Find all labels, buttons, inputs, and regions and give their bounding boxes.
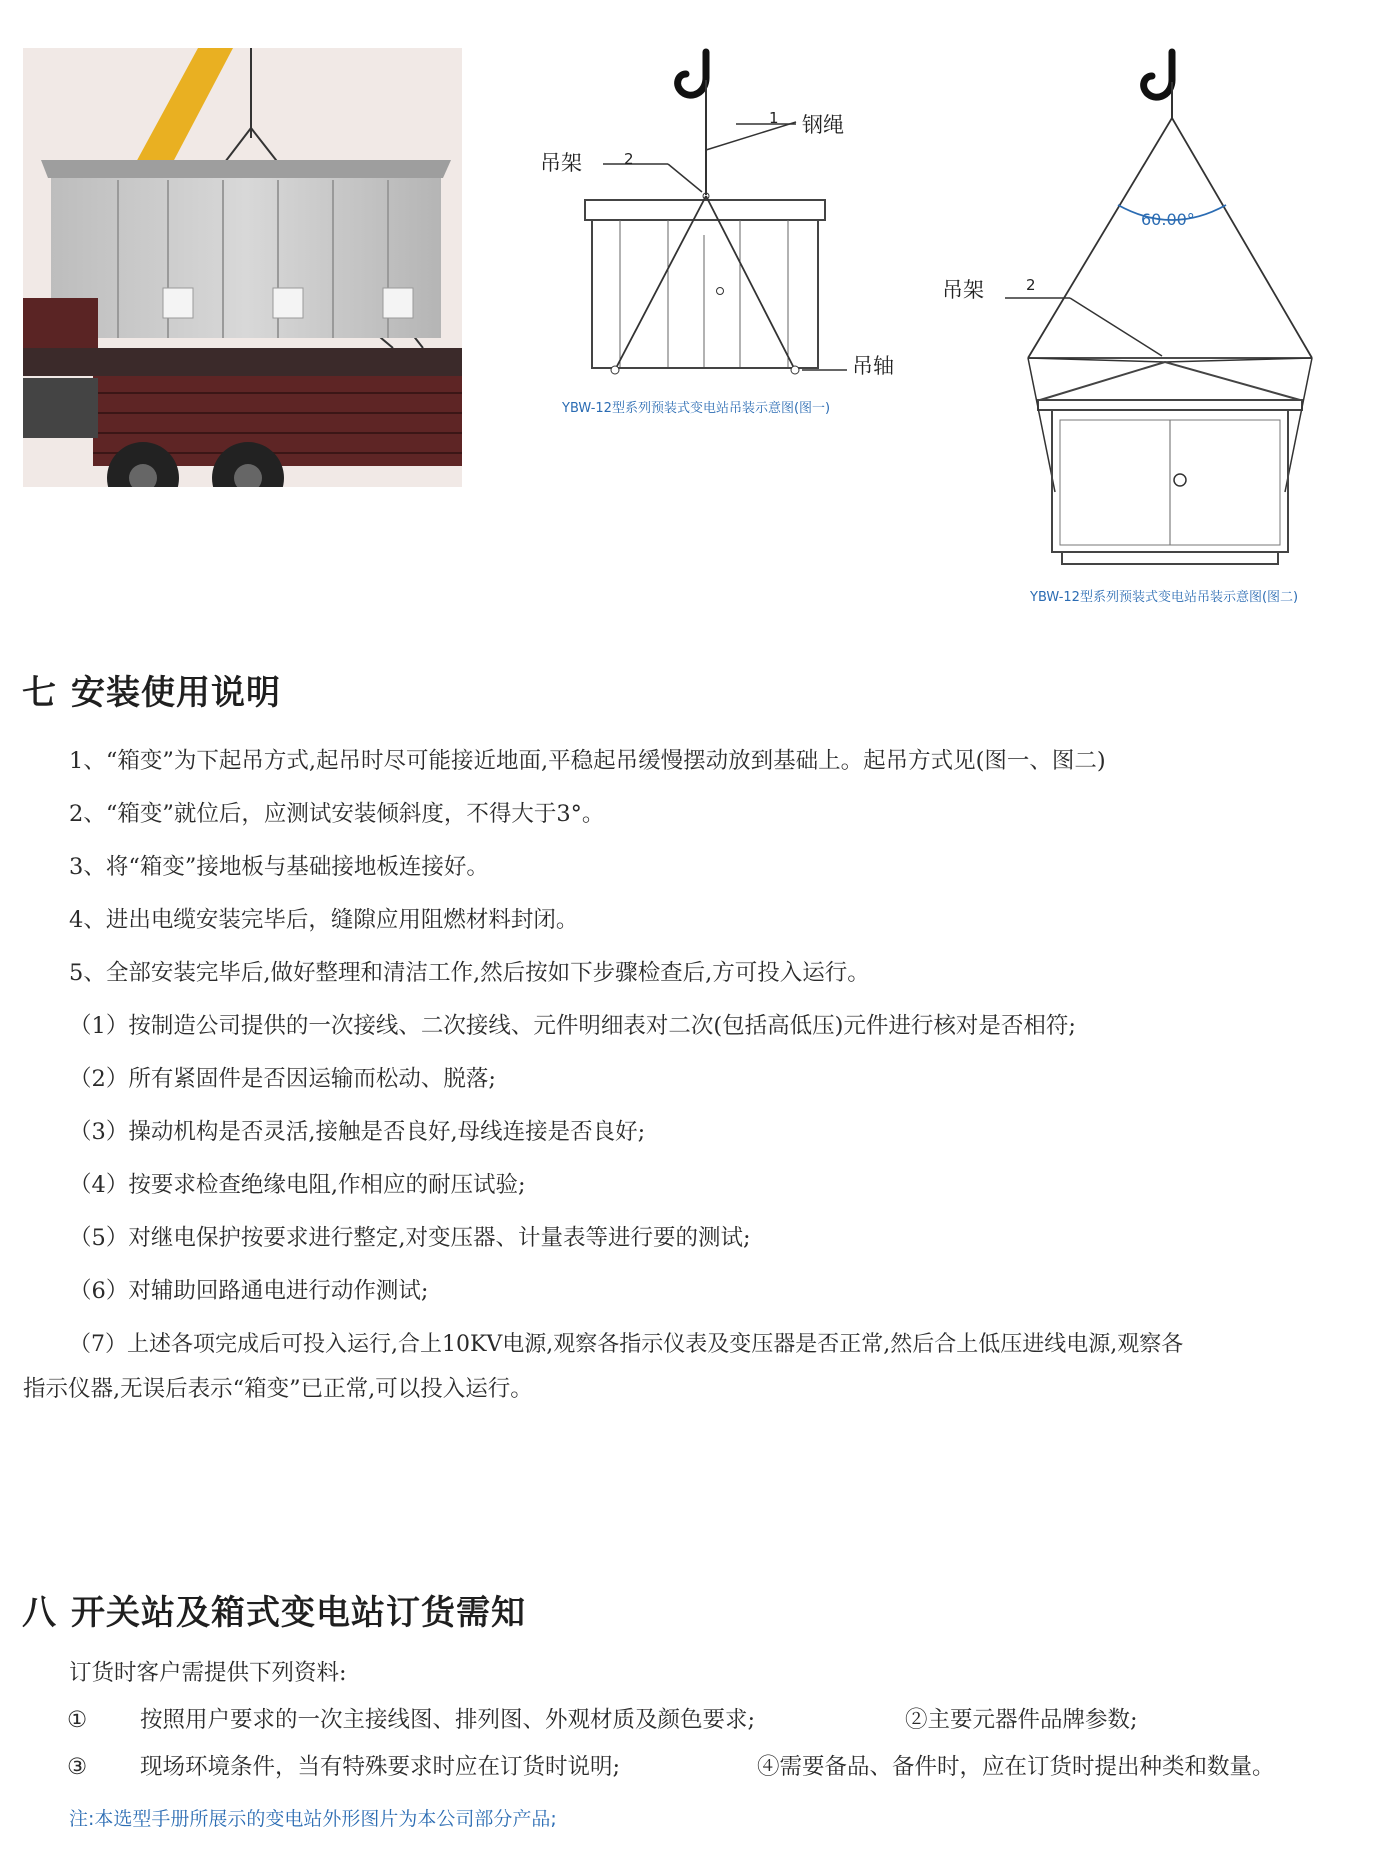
install-step-1: 1、“箱变”为下起吊方式,起吊时尽可能接近地面,平稳起吊缓慢摆动放到基础上。起吊方式见(图一、图二)	[69, 748, 1106, 774]
product-photo	[23, 48, 462, 487]
check-item-2: （2）所有紧固件是否因运输而松动、脱落;	[69, 1066, 496, 1092]
check-item-1: （1）按制造公司提供的一次接线、二次接线、元件明细表对二次(包括高低压)元件进行核对是否相符;	[69, 1013, 1076, 1039]
sling-angle: 60.00°	[1141, 210, 1195, 229]
order-item-1: 按照用户要求的一次主接线图、排列图、外观材质及颜色要求;	[140, 1707, 756, 1733]
install-step-3: 3、将“箱变”接地板与基础接地板连接好。	[69, 854, 489, 880]
catalog-note: 注:本选型手册所展示的变电站外形图片为本公司部分产品;	[69, 1808, 557, 1830]
section-7-heading	[22, 665, 281, 714]
rope-number: 1	[769, 109, 779, 127]
section-8-title: 开关站及箱式变电站订货需知	[71, 1593, 526, 1633]
frame-label-2: 吊架	[942, 278, 984, 302]
order-item-2: ②主要元器件品牌参数;	[905, 1707, 1138, 1733]
check-item-5: （5）对继电保护按要求进行整定,对变压器、计量表等进行要的测试;	[69, 1225, 751, 1251]
check-item-7-line1: （7）上述各项完成后可投入运行,合上10KV电源,观察各指示仪表及变压器是否正常,然后合上低压进线电源,观察各	[69, 1332, 1184, 1357]
frame-number-2: 2	[1026, 276, 1036, 294]
lifting-diagram-1	[540, 40, 940, 430]
section-7-number: 七	[22, 673, 57, 713]
order-item-4: ④需要备品、备件时，应在订货时提出种类和数量。	[757, 1754, 1275, 1780]
install-step-2: 2、“箱变”就位后，应测试安装倾斜度，不得大于3°。	[69, 801, 605, 827]
lifting-diagram-2	[940, 40, 1340, 590]
frame-label: 吊架	[540, 151, 582, 175]
frame-number: 2	[624, 150, 634, 168]
install-step-4: 4、进出电缆安装完毕后，缝隙应用阻燃材料封闭。	[69, 907, 579, 933]
figure-2-caption: YBW-12型系列预装式变电站吊装示意图(图二)	[1030, 590, 1299, 605]
hook-icon	[678, 52, 706, 95]
order-item-3-marker: ③	[67, 1754, 88, 1780]
substation-truck-image	[23, 48, 462, 487]
figure-1-caption: YBW-12型系列预装式变电站吊装示意图(图一)	[562, 401, 831, 416]
order-item-3: 现场环境条件，当有特殊要求时应在订货时说明;	[140, 1754, 621, 1780]
lifting-diagram-2-drawing	[940, 40, 1340, 590]
section-8-heading	[22, 1585, 526, 1634]
section-8-number: 八	[22, 1593, 57, 1633]
check-item-4: （4）按要求检查绝缘电阻,作相应的耐压试验;	[69, 1172, 526, 1198]
order-intro: 订货时客户需提供下列资料:	[69, 1660, 347, 1686]
rope-label: 钢绳	[802, 113, 844, 137]
axle-label: 吊轴	[852, 354, 894, 378]
section-7-title: 安装使用说明	[71, 673, 281, 713]
check-item-7-line2: 指示仪器,无误后表示“箱变”已正常,可以投入运行。	[23, 1376, 533, 1402]
check-item-3: （3）操动机构是否灵活,接触是否良好,母线连接是否良好;	[69, 1119, 646, 1145]
hook-icon-2	[1144, 52, 1172, 97]
order-item-1-marker: ①	[67, 1707, 88, 1733]
install-step-5: 5、全部安装完毕后,做好整理和清洁工作,然后按如下步骤检查后,方可投入运行。	[69, 960, 870, 986]
check-item-6: （6）对辅助回路通电进行动作测试;	[69, 1278, 429, 1304]
